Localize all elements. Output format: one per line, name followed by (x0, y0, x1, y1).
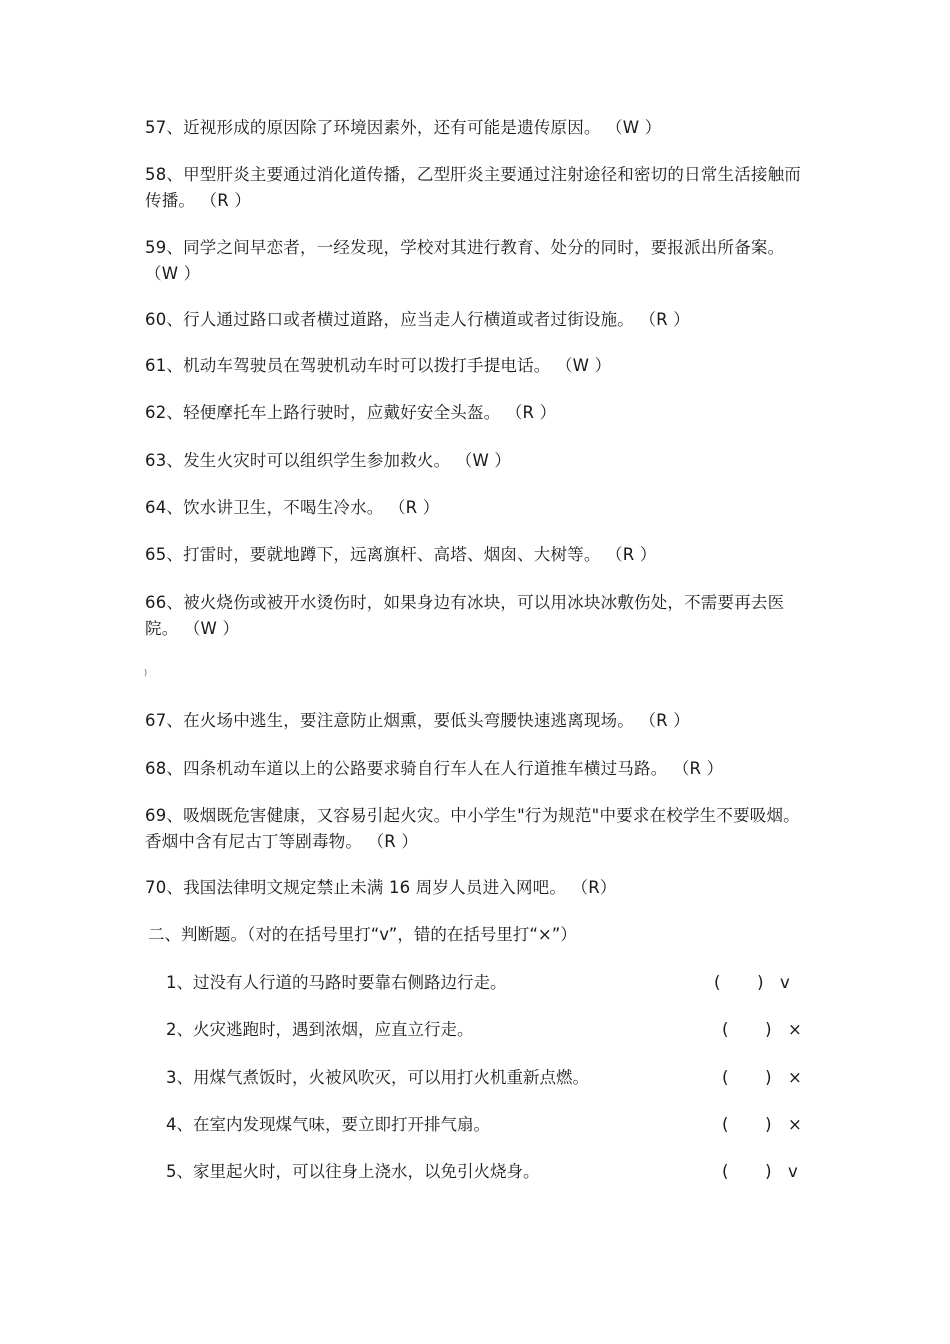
question-67: 67、在火场中逃生，要注意防止烟熏，要低头弯腰快速逃离现场。 （R ） (145, 711, 690, 730)
question-60: 60、行人通过路口或者横过道路，应当走人行横道或者过街设施。 （R ） (145, 310, 690, 329)
question-58: 58、甲型肝炎主要通过消化道传播，乙型肝炎主要通过注射途径和密切的日常生活接触而传播。 （R ） (145, 165, 801, 210)
question-62: 62、轻便摩托车上路行驶时，应戴好安全头盔。 （R ） (145, 403, 557, 422)
answer-mark: v (780, 973, 790, 992)
section-heading: 二、判断题。（对的在括号里打“v”，错的在括号里打“×”） (148, 925, 577, 944)
answer-mark: × (788, 1115, 802, 1134)
answer-bracket: ( ) (722, 1020, 772, 1039)
judge-item-text: 1、过没有人行道的马路时要靠右侧路边行走。 (166, 973, 507, 992)
question-57: 57、近视形成的原因除了环境因素外，还有可能是遗传原因。 （W ） (145, 118, 662, 137)
judge-item-1 (166, 970, 806, 996)
judge-item-text: 4、在室内发现煤气味，要立即打开排气扇。 (166, 1115, 490, 1134)
judge-item-text: 5、家里起火时，可以往身上浇水，以免引火烧身。 (166, 1162, 540, 1181)
judge-item-5 (166, 1159, 806, 1185)
judge-item-2 (166, 1017, 806, 1043)
judge-item-text: 2、火灾逃跑时，遇到浓烟，应直立行走。 (166, 1020, 474, 1039)
judge-item-4 (166, 1112, 806, 1138)
question-59: 59、同学之间早恋者，一经发现，学校对其进行教育、处分的同时，要报派出所备案。 （W ） (145, 238, 785, 283)
stray-mark: ) (144, 668, 148, 677)
question-68: 68、四条机动车道以上的公路要求骑自行车人在人行道推车横过马路。 （R ） (145, 759, 724, 778)
answer-bracket: ( ) (722, 1115, 772, 1134)
answer-bracket: ( ) (714, 973, 764, 992)
answer-mark: v (788, 1162, 798, 1181)
answer-mark: × (788, 1020, 802, 1039)
question-61: 61、机动车驾驶员在驾驶机动车时可以拨打手提电话。 （W ） (145, 356, 612, 375)
question-64: 64、饮水讲卫生，不喝生冷水。 （R ） (145, 498, 440, 517)
question-66: 66、被火烧伤或被开水烫伤时，如果身边有冰块，可以用冰块冰敷伤处，不需要再去医院。 （W ） (145, 593, 785, 638)
judge-item-text: 3、用煤气煮饭时，火被风吹灭，可以用打火机重新点燃。 (166, 1068, 589, 1087)
answer-mark: × (788, 1068, 802, 1087)
question-69: 69、吸烟既危害健康，又容易引起火灾。中小学生"行为规范"中要求在校学生不要吸烟。香烟中含有尼古丁等剧毒物。 （R ） (145, 806, 800, 851)
answer-bracket: ( ) (722, 1162, 772, 1181)
question-70: 70、我国法律明文规定禁止未满 16 周岁人员进入网吧。 （R） (145, 878, 617, 897)
judge-item-3 (166, 1065, 806, 1091)
question-65: 65、打雷时，要就地蹲下，远离旗杆、高塔、烟囱、大树等。 （R ） (145, 545, 657, 564)
question-63: 63、发生火灾时可以组织学生参加救火。 （W ） (145, 451, 512, 470)
answer-bracket: ( ) (722, 1068, 772, 1087)
